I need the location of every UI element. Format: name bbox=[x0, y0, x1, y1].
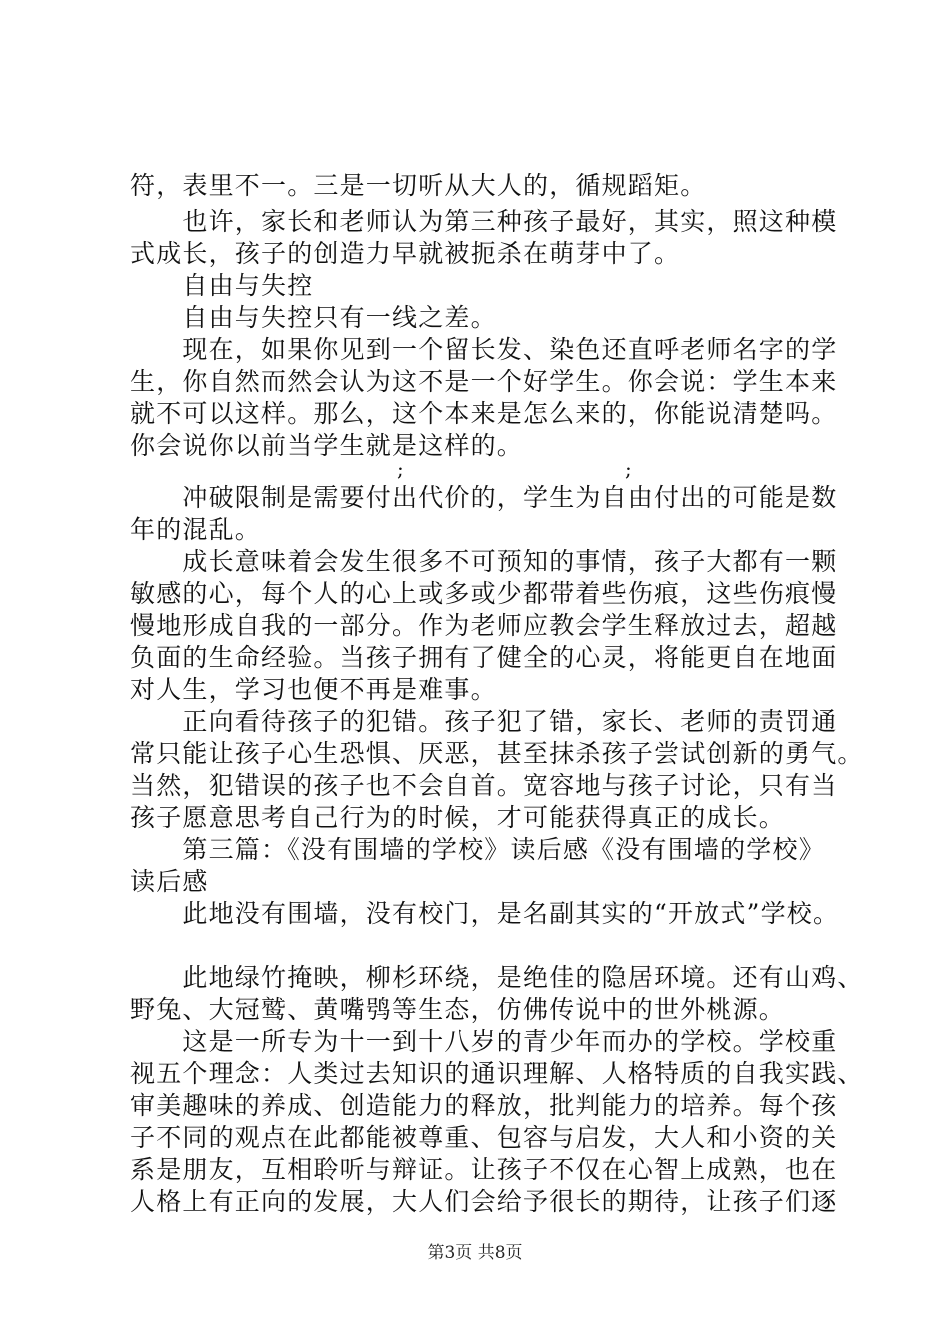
text-line: 也许，家长和老师认为第三种孩子最好，其实，照这种模 bbox=[130, 207, 838, 236]
text-line: 冲破限制是需要付出代价的，学生为自由付出的可能是数 bbox=[130, 483, 838, 512]
text-line: 野兔、大冠鹫、黄嘴鸮等生态，仿佛传说中的世外桃源。 bbox=[130, 995, 786, 1024]
text-line: 视五个理念：人类过去知识的通识理解、人格特质的自我实践、 bbox=[130, 1059, 864, 1088]
text-line: 成长意味着会发生很多不可预知的事情，孩子大都有一颗 bbox=[130, 547, 838, 576]
text-line: 符，表里不一。三是一切听从大人的，循规蹈矩。 bbox=[130, 171, 707, 200]
text-line: 系是朋友，互相聆听与辩证。让孩子不仅在心智上成熟，也在 bbox=[130, 1155, 838, 1184]
text-line: 负面的生命经验。当孩子拥有了健全的心灵，将能更自在地面 bbox=[130, 643, 838, 672]
text-line: 对人生，学习也便不再是难事。 bbox=[130, 675, 497, 704]
separator-mark: ; bbox=[397, 457, 404, 481]
text-line: 审美趣味的养成、创造能力的释放，批判能力的培养。每个孩 bbox=[130, 1091, 838, 1120]
text-line: 这是一所专为十一到十八岁的青少年而办的学校。学校重 bbox=[130, 1027, 838, 1056]
text-line: 就不可以这样。那么，这个本来是怎么来的，你能说清楚吗。 bbox=[130, 399, 838, 428]
text-line: 生，你自然而然会认为这不是一个好学生。你会说：学生本来 bbox=[130, 367, 838, 396]
page-number-footer: 第3页 共8页 bbox=[427, 1243, 523, 1263]
text-line: 当然，犯错误的孩子也不会自首。宽容地与孩子讨论，只有当 bbox=[130, 771, 838, 800]
text-line: 你会说你以前当学生就是这样的。 bbox=[130, 431, 524, 460]
text-line: 敏感的心，每个人的心上或多或少都带着些伤痕，这些伤痕慢 bbox=[130, 579, 838, 608]
separator-mark: ; bbox=[625, 457, 632, 481]
text-line: 常只能让孩子心生恐惧、厌恶，甚至抹杀孩子尝试创新的勇气。 bbox=[130, 739, 864, 768]
section-heading: 第三篇：《没有围墙的学校》读后感《没有围墙的学校》 bbox=[130, 835, 825, 864]
text-line: 自由与失控只有一线之差。 bbox=[130, 303, 497, 332]
text-line: 式成长，孩子的创造力早就被扼杀在萌芽中了。 bbox=[130, 239, 681, 268]
text-line: 人格上有正向的发展，大人们会给予很长的期待，让孩子们逐 bbox=[130, 1187, 838, 1216]
text-line: 此地绿竹掩映，柳杉环绕，是绝佳的隐居环境。还有山鸡、 bbox=[130, 963, 864, 992]
text-line: 年的混乱。 bbox=[130, 515, 262, 544]
text-line: 此地没有围墙，没有校门，是名副其实的“开放式”学校。 bbox=[130, 899, 840, 928]
text-line: 自由与失控 bbox=[130, 271, 314, 300]
text-line: 现在，如果你见到一个留长发、染色还直呼老师名字的学 bbox=[130, 335, 838, 364]
text-line: 子不同的观点在此都能被尊重、包容与启发，大人和小资的关 bbox=[130, 1123, 838, 1152]
text-line: 正向看待孩子的犯错。孩子犯了错，家长、老师的责罚通 bbox=[130, 707, 838, 736]
section-heading: 读后感 bbox=[130, 867, 209, 896]
text-line: 孩子愿意思考自己行为的时候，才可能获得真正的成长。 bbox=[130, 803, 786, 832]
text-line: 慢地形成自我的一部分。作为老师应教会学生释放过去，超越 bbox=[130, 611, 838, 640]
